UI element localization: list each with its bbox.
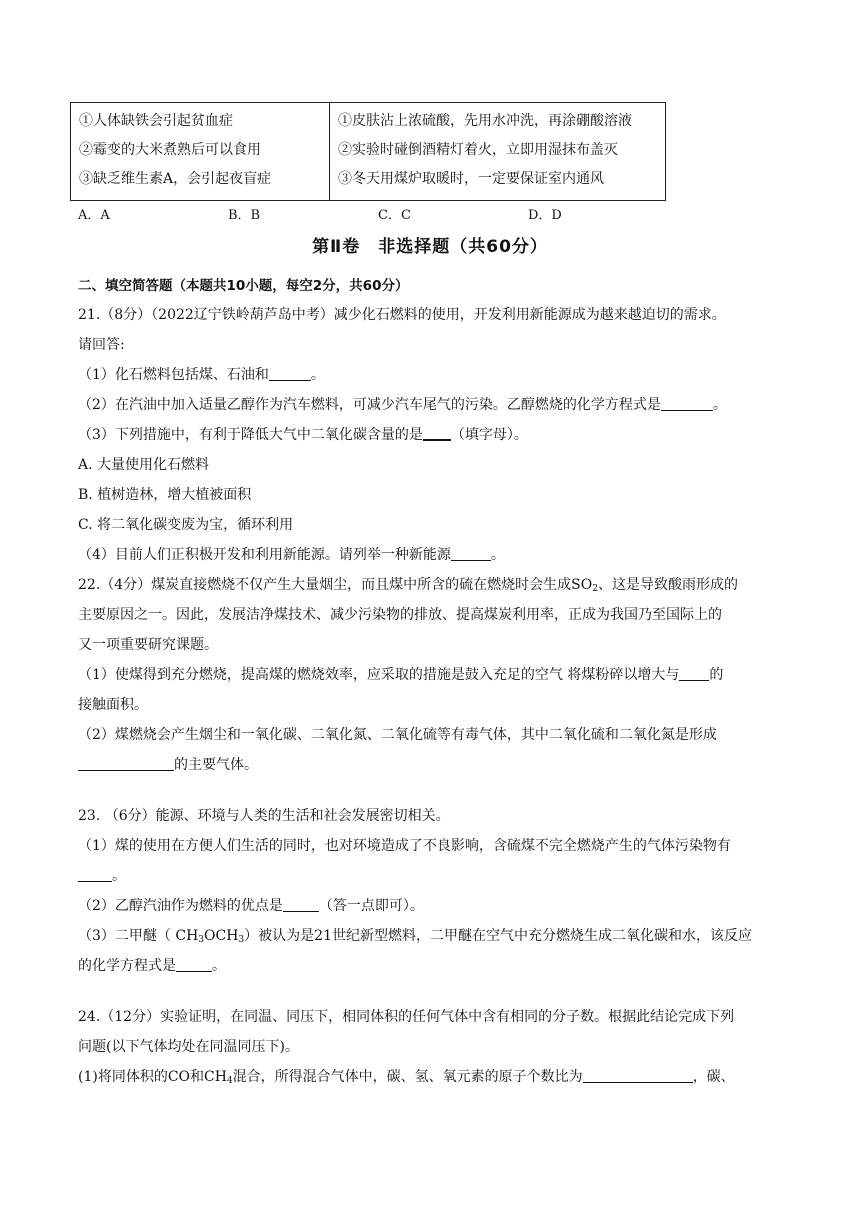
choice-d[interactable]: D．D bbox=[528, 208, 562, 223]
q23-part3-cont: 的化学方程式是 。 bbox=[78, 958, 226, 974]
q22-part1: （1）使煤得到充分燃烧，提高煤的燃烧效率，应采取的措施是鼓入充足的空气 将煤粉碎以增大与 的 bbox=[78, 667, 724, 683]
table-left-item: ②霉变的大米煮熟后可以食用 bbox=[79, 142, 261, 158]
answer-blank[interactable] bbox=[679, 666, 709, 681]
q23-part3: （3）二甲醚（ $CH_3OCH_3$）被认为是21世纪新型燃料，二甲醚在空气中充分燃烧生成二氧化碳和水，该反应 bbox=[78, 928, 752, 945]
choice-a[interactable]: A．A bbox=[78, 208, 110, 223]
table-left-item: ①人体缺铁会引起贫血症 bbox=[79, 113, 233, 129]
answer-blank[interactable] bbox=[176, 957, 212, 972]
q21-part2: （2）在汽油中加入适量乙醇作为汽车燃料，可减少汽车尾气的污染。乙醇燃烧的化学方程式是 。 bbox=[78, 397, 727, 413]
choice-c[interactable]: C．C bbox=[378, 208, 411, 223]
answer-blank[interactable] bbox=[269, 366, 311, 381]
answer-blank[interactable] bbox=[78, 867, 112, 882]
table-right-item: ①皮肤沾上浓硫酸，先用水冲洗，再涂硼酸溶液 bbox=[338, 113, 632, 129]
q21-part1: （1）化石燃料包括煤、石油和 。 bbox=[78, 367, 325, 383]
q21-part3: （3）下列措施中，有利于降低大气中二氧化碳含量的是 （填字母）。 bbox=[78, 427, 528, 443]
q23-part1-cont: 。 bbox=[78, 865, 126, 885]
table-right-item: ③冬天用煤炉取暖时，一定要保证室内通风 bbox=[338, 171, 604, 187]
q21-part4: （4）目前人们正积极开发和利用新能源。请列举一种新能源 。 bbox=[78, 547, 505, 563]
q22-stem-2: 主要原因之一。因此，发展洁净煤技术、减少污染物的排放、提高煤炭利用率，正成为我国乃至国际上的 bbox=[78, 607, 722, 623]
q24-stem-1: 24.（12分）实验证明，在同温、同压下，相同体积的任何气体中含有相同的分子数。根据此结论完成下列 bbox=[78, 1009, 735, 1025]
q21-stem: 21.（8分）（2022辽宁铁岭葫芦岛中考）减少化石燃料的使用，开发利用新能源成为越来越迫切的需求。 bbox=[78, 307, 726, 323]
q22-part2-cont: 的主要气体。 bbox=[78, 754, 258, 774]
answer-blank[interactable] bbox=[423, 425, 451, 441]
q22-stem-3: 又一项重要研究课题。 bbox=[78, 637, 218, 653]
answer-blank[interactable] bbox=[283, 897, 319, 912]
answer-blank[interactable] bbox=[451, 546, 491, 561]
q21-option-c: C. 将二氧化碳变废为宝，循环利用 bbox=[78, 517, 294, 533]
q21-option-a: A. 大量使用化石燃料 bbox=[78, 457, 210, 473]
q24-stem-2: 问题(以下气体均处在同温同压下)。 bbox=[78, 1039, 299, 1055]
q23-part1: （1）煤的使用在方便人们生活的同时，也对环境造成了不良影响，含硫煤不完全燃烧产生的气体污染物有 bbox=[78, 838, 731, 854]
q23-stem: 23. （6分）能源、环境与人类的生活和社会发展密切相关。 bbox=[78, 808, 450, 824]
table-right-cell bbox=[330, 103, 666, 201]
q21-stem-2: 请回答: bbox=[78, 337, 125, 353]
q24-part1: (1)将同体积的CO和$CH_4$混合，所得混合气体中，碳、氢、氧元素的原子个数比为 ，碳、 bbox=[78, 1069, 735, 1086]
q23-part2: （2）乙醇汽油作为燃料的优点是 （答一点即可）。 bbox=[78, 898, 424, 914]
q22-part2: （2）煤燃烧会产生烟尘和一氧化碳、二氧化氮、二氧化硫等有毒气体，其中二氧化硫和二氧化氮是形成 bbox=[78, 727, 717, 743]
answer-blank[interactable] bbox=[78, 756, 174, 771]
answer-blank[interactable] bbox=[661, 396, 713, 411]
section-title: 第Ⅱ卷 非选择题（共60分） bbox=[312, 237, 548, 257]
q22-stem-1: 22.（4分）煤炭直接燃烧不仅产生大量烟尘，而且煤中所含的硫在燃烧时会生成$SO_2$、这是导致酸雨形成的 bbox=[78, 577, 738, 594]
table-right-item: ②实验时碰倒酒精灯着火，立即用湿抹布盖灭 bbox=[338, 142, 618, 158]
choice-b[interactable]: B．B bbox=[228, 208, 261, 223]
part-heading: 二、填空简答题（本题共10小题，每空2分，共60分） bbox=[78, 278, 409, 294]
options-table bbox=[70, 102, 666, 201]
answer-blank[interactable] bbox=[583, 1068, 693, 1083]
table-left-item: ③缺乏维生素A，会引起夜盲症 bbox=[79, 171, 272, 187]
table-left-cell bbox=[71, 103, 330, 201]
q21-option-b: B. 植树造林，增大植被面积 bbox=[78, 487, 252, 503]
q22-part1-cont: 接触面积。 bbox=[78, 697, 148, 713]
